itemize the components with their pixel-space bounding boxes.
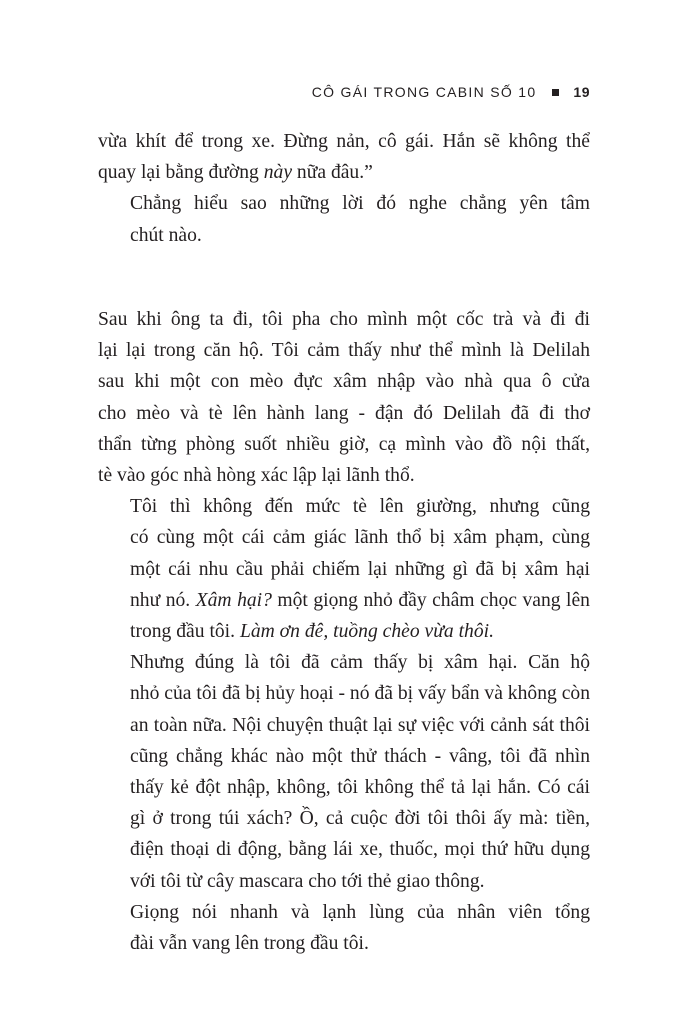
text-line: nhỏ của tôi đã bị hủy hoại - nó đã bị vấy bẩn và không còn — [130, 683, 590, 705]
emphasis: Làm ơn đê, tuồng chèo vừa thôi. — [239, 621, 494, 643]
paragraph — [98, 126, 590, 188]
text-line: Giọng nói nhanh và lạnh lùng của nhân viên tổng — [130, 901, 590, 923]
separator-square — [552, 89, 559, 96]
paragraph — [98, 304, 590, 491]
paragraph — [98, 188, 590, 250]
text-line: đài vẫn vang lên trong đầu tôi. — [130, 933, 369, 955]
text-line: tè vào góc nhà hòng xác lập lại lãnh thổ. — [98, 465, 415, 487]
text-block-section — [98, 304, 590, 959]
text-line: với tôi từ cây mascara cho tới thẻ giao thông. — [130, 870, 485, 892]
text-line: lại lại trong căn hộ. Tôi cảm thấy như thể mình là Delilah — [98, 340, 590, 362]
text-line: trong đầu tôi. Làm ơn đê, tuồng chèo vừa thôi. — [130, 621, 494, 643]
text-line: Nhưng đúng là tôi đã cảm thấy bị xâm hại. Căn hộ — [130, 652, 590, 674]
text-line: có cùng một cái cảm giác lãnh thổ bị xâm phạm, cùng — [130, 527, 590, 549]
text-line: gì ở trong túi xách? Ồ, cả cuộc đời tôi thôi ấy mà: tiền, — [130, 808, 590, 830]
text-line: vừa khít để trong xe. Đừng nản, cô gái. Hắn sẽ không thể — [98, 131, 590, 152]
text-line: Tôi thì không đến mức tè lên giường, nhưng cũng — [130, 496, 590, 518]
paragraph — [98, 491, 590, 647]
text-line: như nó. Xâm hại? một giọng nhỏ đầy châm chọc vang lên — [130, 589, 590, 611]
text-line: Sau khi ông ta đi, tôi pha cho mình một cốc trà và đi đi — [98, 309, 590, 330]
text-line: thấy kẻ đột nhập, không, tôi không thể tả lại hắn. Có cái — [130, 777, 590, 799]
text-line: Chẳng hiểu sao những lời đó nghe chẳng yên tâm — [130, 193, 590, 215]
text-block-continuation — [98, 126, 590, 251]
text-line: thẩn từng phòng suốt nhiều giờ, cạ mình vào đồ nội thất, — [98, 433, 590, 455]
paragraph — [98, 647, 590, 897]
text-line: một cái nhu cầu phải chiếm lại những gì đã bị xâm hại — [130, 558, 590, 580]
text-line: cũng chẳng khác nào một thử thách - vâng, tôi đã nhìn — [130, 745, 590, 767]
paragraph — [98, 897, 590, 959]
text-line: cho mèo và tè lên hành lang - đận đó Delilah đã đi thơ — [98, 402, 590, 424]
emphasis: này — [263, 162, 293, 184]
text-line: chút nào. — [130, 224, 202, 246]
running-title: CÔ GÁI TRONG CABIN SỐ 10 — [311, 84, 537, 100]
emphasis: Xâm hại? — [195, 589, 272, 611]
page-number: 19 — [573, 84, 590, 100]
text-line: an toàn nữa. Nội chuyện thuật lại sự việc với cảnh sát thôi — [130, 714, 590, 736]
text-line: sau khi một con mèo đực xâm nhập vào nhà qua ô cửa — [98, 371, 590, 393]
text-line: quay lại bằng đường này nữa đâu.” — [98, 162, 373, 184]
running-header — [312, 84, 590, 100]
text-line: điện thoại di động, bằng lái xe, thuốc, mọi thứ hữu dụng — [130, 839, 590, 861]
